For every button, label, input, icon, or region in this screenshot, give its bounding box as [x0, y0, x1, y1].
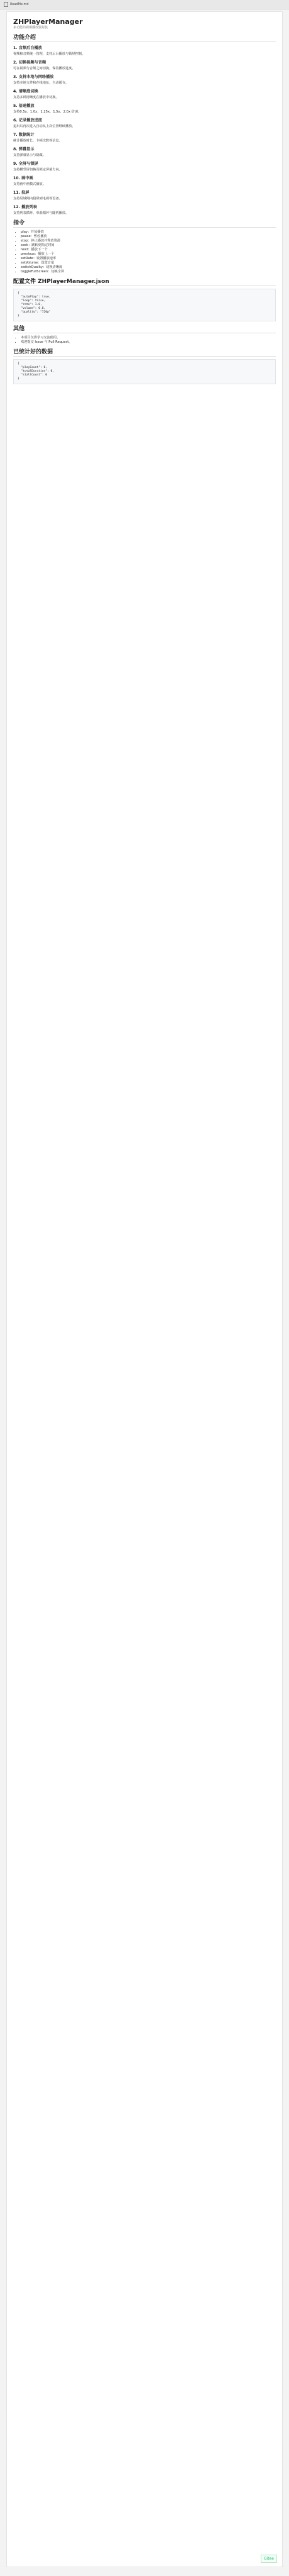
feature-text: 支持列表循环、单曲循环与随机播放。: [13, 211, 69, 215]
watermark-logo: Gitee: [261, 2555, 277, 2563]
list-item: • next：播放下一个: [21, 248, 276, 252]
feature-text: 支持画中画模式播放。: [13, 182, 46, 186]
list-item: • previous：播放上一个: [21, 252, 276, 257]
document-icon: [4, 2, 8, 7]
section-title: 已统计好的数据: [13, 350, 276, 357]
list-item: • switchQuality：切换清晰度: [21, 265, 276, 270]
feature-text: 退出后再次进入自动从上次位置继续播放。: [13, 125, 75, 128]
tab-title[interactable]: ReadMe.md: [10, 3, 29, 6]
tab-bar: [0, 0, 289, 9]
feature-title: 12. 播放列表: [13, 205, 37, 209]
list-item: • setRate：设置播放速率: [21, 257, 276, 261]
feature-title: 6. 记录播放进度: [13, 118, 42, 123]
list-item: • play：开始播放: [21, 230, 276, 235]
feature-text: 视频和音频统一管理，支持后台播放与锁屏控制。: [13, 52, 85, 56]
markdown-viewer: [6, 11, 283, 2567]
feature-title: 8. 弹幕显示: [13, 147, 35, 152]
list-item: • toggleFullScreen：切换全屏: [21, 270, 276, 274]
section-title: 其他: [13, 327, 276, 333]
feature-title: 11. 投屏: [13, 191, 30, 195]
feature-title: 1. 音频后台播放: [13, 46, 42, 50]
feature-text: 可在视频与音频之间切换，保持播放进度。: [13, 67, 75, 70]
feature-title: 3. 支持本地与网络播放: [13, 75, 54, 79]
section-title: 配置文件 ZHPlayerManager.json: [13, 280, 276, 286]
list-item: • seek：跳转到指定时间: [21, 243, 276, 248]
page-title: ZHPlayerManager: [13, 18, 83, 26]
feature-title: 5. 倍速播放: [13, 104, 35, 108]
list-item: • 欢迎提交 Issue 与 Pull Request。: [21, 340, 276, 345]
code-block: { "autoPlay": true, "loop": false, "rate": 1.0, "volume": 0.8, "quality": "720p" }: [13, 289, 276, 321]
feature-title: 2. 切换视频与音频: [13, 60, 46, 65]
feature-title: 7. 数据统计: [13, 133, 35, 137]
feature-title: 10. 画中画: [13, 176, 33, 180]
page-subtitle: 多功能的视频播放器封装: [13, 26, 48, 30]
list-item: • stop：停止播放并释放资源: [21, 239, 276, 243]
feature-text: 支持横竖屏切换及锁定屏幕方向。: [13, 168, 62, 172]
list-item: • pause：暂停播放: [21, 235, 276, 239]
feature-text: 支持0.5x、1.0x、1.25x、1.5x、2.0x 倍速。: [13, 110, 82, 114]
markdown-content: [7, 12, 282, 392]
bullet-list: [13, 230, 276, 274]
feature-text: 支持局域网内投屏到电视等设备。: [13, 197, 62, 201]
feature-title: 9. 全屏与锁屏: [13, 162, 38, 166]
feature-text: 支持多种清晰度在播放中切换。: [13, 96, 59, 99]
code-block: { "playCount": 0, "totalDuration": 0, "stallCount": 0 }: [13, 359, 276, 384]
section-title: 功能介绍: [13, 36, 276, 42]
feature-text: 支持弹幕显示与隐藏。: [13, 153, 46, 157]
list-item: • 本项目仅供学习交流使用。: [21, 336, 276, 340]
feature-text: 统计播放时长、卡顿次数等信息。: [13, 139, 62, 143]
list-item: • setVolume：设置音量: [21, 261, 276, 265]
feature-title: 4. 清晰度切换: [13, 89, 38, 94]
section-title: 指令: [13, 221, 276, 228]
feature-text: 支持本地文件和在线地址，自动缓存。: [13, 81, 69, 85]
bullet-list: [13, 336, 276, 345]
